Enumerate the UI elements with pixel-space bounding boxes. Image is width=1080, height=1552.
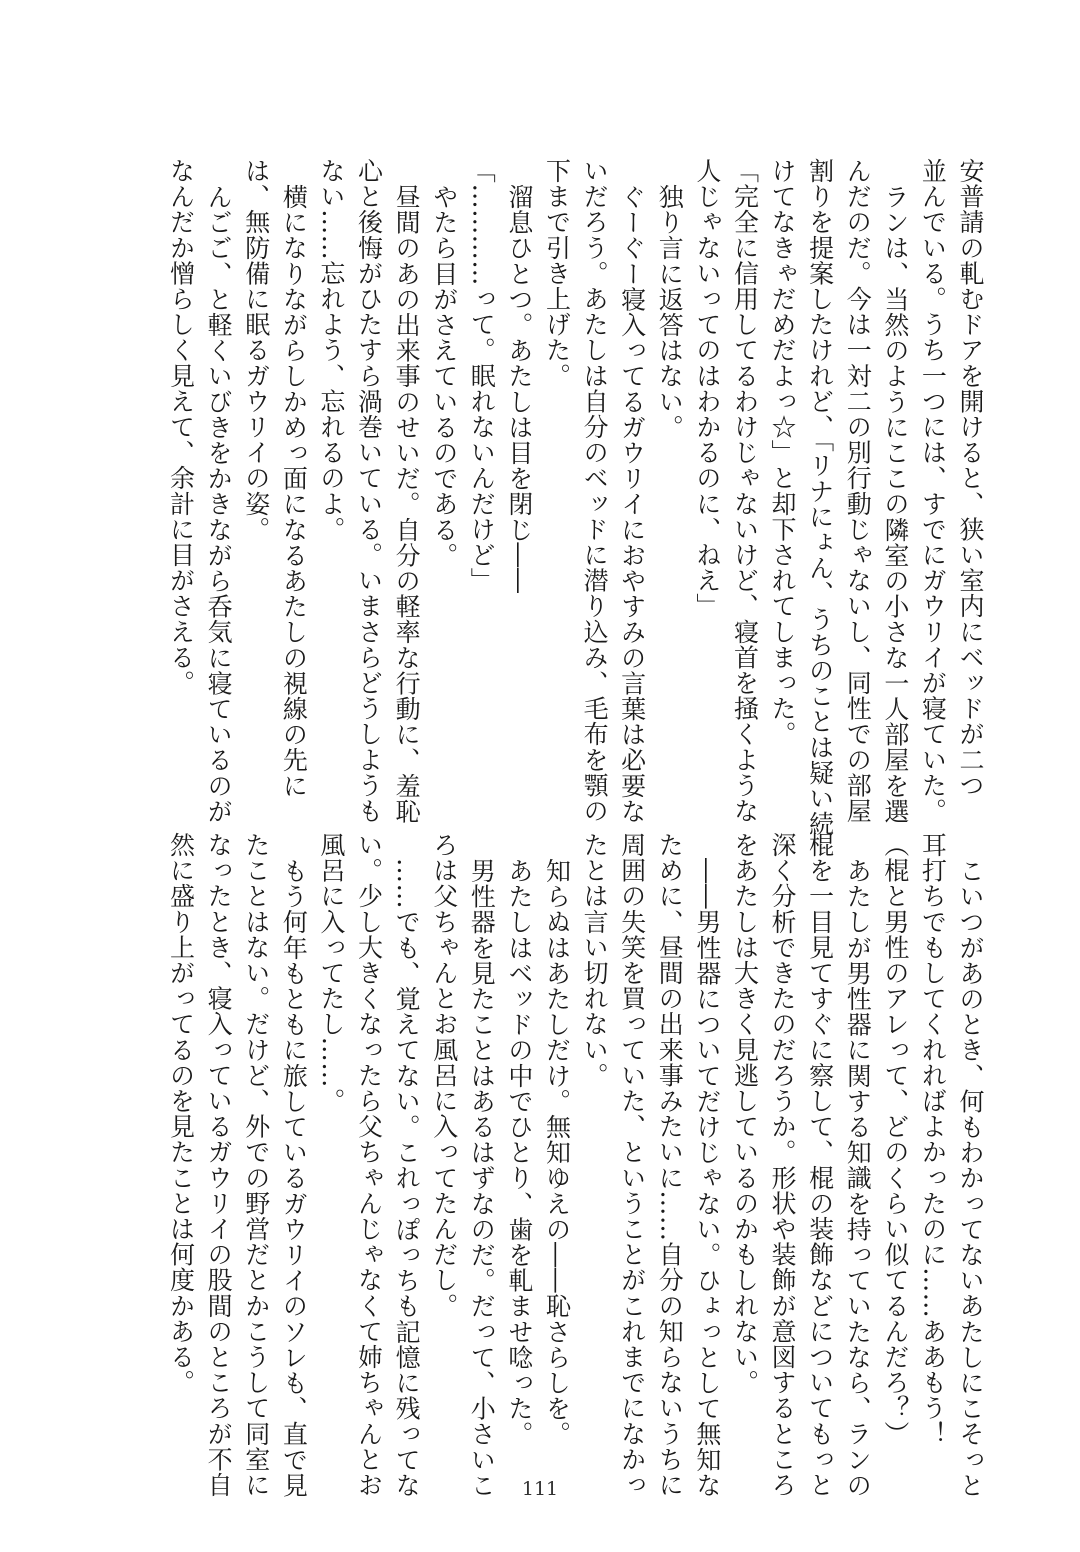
text-column: たとは言い切れない。 [580, 832, 610, 1088]
text-column: 溜息ひとつ。あたしは目を閉じ―― [504, 183, 534, 594]
text-column: 割りを提案したけれど、「リナにょん、うちのことは疑い続 [805, 158, 835, 837]
text-column: 耳打ちでもしてくれればよかったのに……ああもう！ [918, 832, 948, 1447]
text-column: いだろう。あたしは自分のベッドに潜り込み、毛布を顎の [580, 158, 610, 824]
text-column: 風呂に入ってたし……。 [316, 832, 346, 1114]
text-column: ……でも、覚えてない。これっぽっちも記憶に残ってな [392, 857, 422, 1498]
text-column: は、無防備に眠るガウリイの姿。 [241, 158, 271, 542]
text-column: 「完全に信用してるわけじゃないけど、寝首を掻くような [730, 158, 760, 824]
text-column: けてなきゃだめだよっ☆」と却下されてしまった。 [768, 158, 798, 747]
text-column: ろは父ちゃんとお風呂に入ってたんだし。 [429, 832, 459, 1319]
text-column: 昼間のあの出来事のせいだ。自分の軽率な行動に、羞恥 [392, 183, 422, 824]
text-column: たことはない。だけど、外での野営だとかこうして同室に [241, 832, 271, 1498]
text-column: 独り言に返答はない。 [655, 183, 685, 440]
text-column: 男性器を見たことはあるはずなのだ。だって、小さいこ [467, 857, 497, 1498]
text-column: 人じゃないってのはわかるのに、ねえ」 [692, 158, 722, 619]
text-column: あたしが男性器に関する知識を持っていたなら、ランの [843, 857, 873, 1498]
text-column: ない……忘れよう、忘れるのよ。 [316, 158, 346, 542]
text-column: 下まで引き上げた。 [542, 158, 572, 389]
text-column: 深く分析できたのだろうか。形状や装飾が意図するところ [768, 832, 798, 1498]
text-column: をあたしは大きく見逃しているのかもしれない。 [730, 832, 760, 1396]
text-column: ランは、当然のようにここの隣室の小さな一人部屋を選 [880, 183, 910, 824]
text-column: 周囲の失笑を買っていた、ということがこれまでになかっ [617, 832, 647, 1498]
text-column: もう何年もともに旅しているガウリイのソレも、直で見 [279, 857, 309, 1498]
text-column: 横になりながらしかめっ面になるあたしの視線の先に [279, 183, 309, 798]
text-column: 並んでいる。うち一つには、すでにガウリイが寝ていた。 [918, 158, 948, 824]
text-column: やたら目がさえているのである。 [429, 183, 459, 568]
text-column: ――男性器についてだけじゃない。ひょっとして無知な [692, 857, 722, 1498]
text-column: （棍と男性のアレって、どのくらい似てるんだろ？） [880, 832, 910, 1447]
text-column: なったとき、寝入っているガウリイの股間のところが不自 [204, 832, 234, 1498]
text-column: こいつがあのとき、何もわかってないあたしにこそっと [956, 857, 985, 1498]
text-column: んごご、と軽くいびきをかきながら呑気に寝ているのが [204, 183, 234, 824]
text-block-top [162, 158, 989, 837]
text-column: なんだか憎らしく見えて、余計に目がさえる。 [166, 158, 196, 696]
text-column: ぐーぐー寝入ってるガウリイにおやすみの言葉は必要な [617, 183, 647, 824]
text-column: 心と後悔がひたすら渦巻いている。いまさらどうしようも [354, 158, 384, 824]
text-column: 知らぬはあたしだけ。無知ゆえの――恥さらしを。 [542, 857, 572, 1447]
text-column: 「…………って。眠れないんだけど」 [467, 158, 497, 594]
text-column: ために、昼間の出来事みたいに……自分の知らないうちに [655, 832, 685, 1498]
text-column: 棍を一目見てすぐに察して、棍の装飾などについてもっと [805, 832, 835, 1498]
text-column: い。少し大きくなったら父ちゃんじゃなくて姉ちゃんとお [354, 832, 384, 1498]
text-column: んだのだ。今は一対二の別行動じゃないし、同性での部屋 [843, 158, 873, 824]
text-column: 然に盛り上がってるのを見たことは何度かある。 [166, 832, 196, 1396]
text-column: あたしはベッドの中でひとり、歯を軋ませ唸った。 [504, 857, 534, 1447]
page-number: 111 [521, 1478, 559, 1500]
text-column: 安普請の軋むドアを開けると、狭い室内にベッドが二つ [956, 158, 985, 798]
